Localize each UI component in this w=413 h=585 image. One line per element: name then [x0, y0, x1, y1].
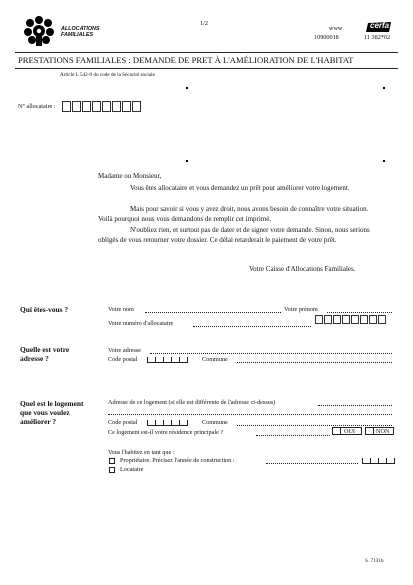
- adresse-label: Votre adresse: [108, 347, 142, 354]
- registration-mark: [383, 160, 385, 162]
- digit-slot[interactable]: [378, 458, 386, 464]
- registration-mark: [186, 87, 188, 89]
- prenom-label: Votre prénom: [284, 306, 318, 313]
- section-heading-who: Qui êtes-vous ?: [20, 305, 69, 314]
- section-heading-address-1: Quelle est votre: [20, 345, 70, 354]
- allocataire-label: N° allocataire :: [18, 103, 56, 110]
- website-text: www: [329, 25, 343, 32]
- section-heading-logement-2: que vous voulez: [20, 408, 70, 417]
- letter-greeting: Madame ou Monsieur,: [98, 172, 162, 180]
- digit-box[interactable]: [132, 101, 141, 112]
- digit-box[interactable]: [378, 315, 386, 324]
- oui-checkbox[interactable]: [333, 428, 341, 435]
- title-bottom-rule: [15, 68, 398, 69]
- caf-logo: [20, 14, 58, 48]
- letter-paragraph-2: Mais pour savoir si vous y avez droit, nous avons besoin de connaître votre situation. Voilà pourquoi nous vous demandons de remplir cet imprimé.: [98, 205, 369, 224]
- digit-slot[interactable]: [386, 458, 395, 464]
- nom-field[interactable]: [145, 312, 281, 313]
- digit-slot[interactable]: [171, 357, 179, 363]
- non-checkbox[interactable]: [366, 428, 374, 435]
- page-title: PRESTATIONS FAMILIALES : DEMANDE DE PRET À L'AMÉLIORATION DE L'HABITAT: [18, 55, 354, 65]
- digit-box[interactable]: [333, 315, 341, 324]
- logement-adresse-field-2[interactable]: [108, 414, 392, 415]
- proprietaire-label: Propriétaire. Précisez l'année de construction :: [120, 457, 235, 464]
- caf-logo-icon: [20, 14, 58, 48]
- logement-commune-label: Commune: [202, 419, 228, 426]
- digit-slot[interactable]: [147, 420, 155, 426]
- proprietaire-leader: [266, 463, 358, 464]
- locataire-label: Locataire: [120, 466, 144, 473]
- footer-code: S. 7131b: [365, 558, 384, 564]
- digit-slot[interactable]: [171, 420, 179, 426]
- digit-slot[interactable]: [179, 357, 188, 363]
- registration-mark: [383, 87, 385, 89]
- logement-code-postal-label: Code postal: [108, 419, 138, 426]
- digit-box[interactable]: [72, 101, 81, 112]
- digit-slot[interactable]: [163, 420, 171, 426]
- commune-field[interactable]: [237, 362, 392, 363]
- registration-mark: [186, 160, 188, 162]
- digit-box[interactable]: [351, 315, 359, 324]
- digit-slot[interactable]: [163, 357, 171, 363]
- numero-allocataire-boxes[interactable]: [315, 315, 387, 333]
- non-option[interactable]: [365, 427, 394, 435]
- adresse-field[interactable]: [150, 353, 392, 354]
- nom-label: Votre nom: [108, 306, 134, 313]
- commune-label: Commune: [202, 356, 228, 363]
- allocataire-number-boxes[interactable]: [62, 101, 142, 119]
- digit-box[interactable]: [122, 101, 131, 112]
- proprietaire-checkbox[interactable]: [109, 458, 115, 464]
- digit-slot[interactable]: [362, 458, 370, 464]
- digit-slot[interactable]: [179, 420, 188, 426]
- locataire-checkbox[interactable]: [109, 467, 115, 473]
- cerfa-number: 11 382*02: [364, 34, 391, 41]
- org-name-line1: ALLOCATIONS: [61, 26, 100, 32]
- logement-commune-field[interactable]: [237, 425, 392, 426]
- digit-box[interactable]: [315, 315, 323, 324]
- digit-box[interactable]: [62, 101, 71, 112]
- legal-reference: Article L 542-9 du code de la Sécurité sociale: [60, 72, 155, 78]
- numero-allocataire-field[interactable]: [193, 326, 311, 327]
- letter-paragraph-3: N'oubliez rien, et surtout pas de dater et de signer votre demande. Sinon, nous serions obligés de vous retourner votre dossier. Ce délai retarderait le paiement de votre prêt.: [98, 226, 370, 245]
- digit-box[interactable]: [102, 101, 111, 112]
- cerfa-logo: [366, 20, 392, 32]
- logement-adresse-field[interactable]: [318, 405, 392, 406]
- oui-option[interactable]: [332, 427, 362, 435]
- digit-slot[interactable]: [147, 357, 155, 363]
- section-heading-logement-3: améliorer ?: [20, 417, 57, 426]
- org-name-line2: FAMILIALES: [61, 32, 94, 38]
- cerfa-logo-text: cerfa: [370, 21, 390, 30]
- digit-box[interactable]: [92, 101, 101, 112]
- section-heading-address-2: adresse ?: [20, 354, 49, 363]
- numero-allocataire-label: Votre numéro d'allocataire: [108, 320, 174, 327]
- page-number: 1/2: [200, 20, 208, 27]
- title-top-rule: [15, 52, 398, 53]
- letter-paragraph-1: Vous êtes allocataire et vous demandez un prêt pour améliorer votre logement.: [130, 184, 350, 192]
- digit-slot[interactable]: [155, 357, 163, 363]
- digit-box[interactable]: [360, 315, 368, 324]
- residence-question: Ce logement est-il votre résidence principale ?: [108, 429, 224, 436]
- non-label: NON: [376, 428, 390, 435]
- section-heading-logement-1: Quel est le logement: [20, 399, 84, 408]
- logement-adresse-label: Adresse de ce logement (si elle est différente de l'adresse ci-dessus): [108, 399, 276, 406]
- form-code: 10900018: [314, 34, 339, 41]
- residence-leader: [256, 435, 330, 436]
- letter-signature: Votre Caisse d'Allocations Familiales.: [249, 265, 356, 273]
- code-postal-label: Code postal: [108, 356, 138, 363]
- digit-box[interactable]: [369, 315, 377, 324]
- digit-slot[interactable]: [370, 458, 378, 464]
- digit-box[interactable]: [324, 315, 332, 324]
- digit-slot[interactable]: [155, 420, 163, 426]
- digit-box[interactable]: [82, 101, 91, 112]
- prenom-field[interactable]: [327, 312, 392, 313]
- habitez-label: Vous l'habitez en tant que :: [108, 449, 175, 456]
- oui-label: OUI: [344, 428, 355, 435]
- digit-box[interactable]: [342, 315, 350, 324]
- digit-box[interactable]: [112, 101, 121, 112]
